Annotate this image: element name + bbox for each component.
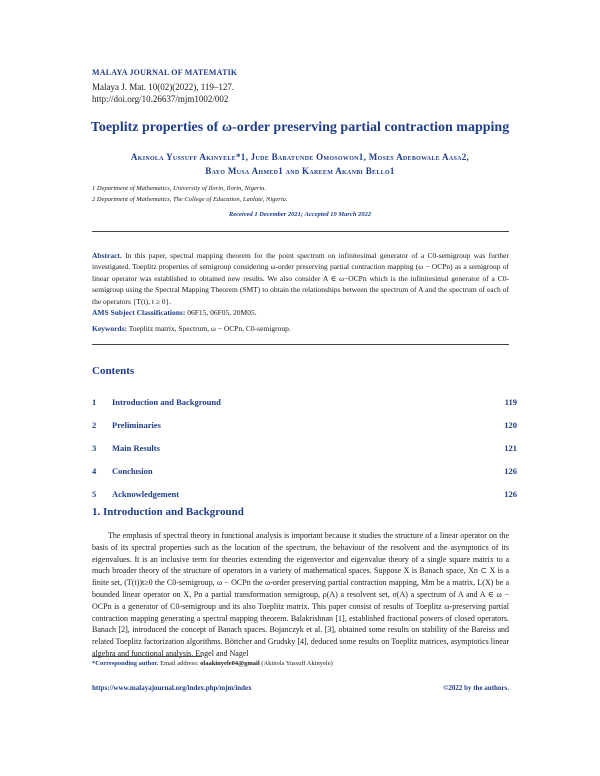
toc-label: Main Results xyxy=(112,442,160,453)
toc-number: 4 xyxy=(92,465,97,476)
toc-page: 120 xyxy=(504,419,517,430)
email-address[interactable]: olaakinyele04@gmail xyxy=(200,660,260,667)
author-list xyxy=(70,150,530,178)
toc-item[interactable] xyxy=(92,459,517,482)
table-of-contents xyxy=(92,390,517,505)
toc-page: 126 xyxy=(504,488,517,499)
divider-bottom xyxy=(92,344,509,345)
contents-heading: Contents xyxy=(92,365,135,377)
toc-number: 2 xyxy=(92,419,97,430)
journal-citation: Malaya J. Mat. 10(02)(2022), 119–127. xyxy=(92,82,235,92)
doi-link[interactable]: http://doi.org/10.26637/mjm1002/002 xyxy=(92,94,229,104)
author-line-2: Bayo Musa Ahmed1 and Kareem Akanbi Bello1 xyxy=(205,166,395,176)
toc-item[interactable] xyxy=(92,413,517,436)
toc-number: 1 xyxy=(92,396,97,407)
affiliation-2: 2 Department of Mathematics, The College of Education, Lanlate, Nigeria. xyxy=(92,196,288,203)
footnote-divider xyxy=(92,656,202,657)
keywords xyxy=(92,324,291,333)
toc-number: 3 xyxy=(92,442,97,453)
toc-page: 126 xyxy=(504,465,517,476)
intro-paragraph: The emphasis of spectral theory in functional analysis is important because it studies the structure of a linear operator on the basis of its spectral properties such as the location of the spectrum, the behaviour of the resolvent and the asymptotics of its eigenvalues. It is an inclusive term for theories extending the eigenvector and eigenvalue theory of a single square matrix to a much broader theory of the structure of operators in a variety of mathematical spaces. Suppose X is Banach space, Xn ⊂ X is a finite set, (T(t))t≥0 the C0-semigroup, ω − OCPn the ω-order preserving partial contraction mapping, Mm be a matrix, L(X) be a bounded linear operator on X, Pn a partial transformation semigroup, ρ(A) a resolvent set, σ(A) a spectrum of A and A ∈ ω − OCPn is a generator of C0-semigroup and its also Toeplitz matrix. This paper consist of results of Toeplitz ω-preserving partial contraction mapping generating a spectral mapping theorem. Balakrishnan [1], established fractional powers of closed operators. Banach [2], introduced the concept of Banach spaces. Bojanczyk et al. [3], obtained some results on stability of the Bareiss and related Toeplitz factorization algorithms. Böttcher and Grudsky [4], deduced some results on Toeplitz matrices, asymptotics linear algebra and functional analysis. Engel and Nagel xyxy=(92,531,509,658)
toc-label: Acknowledgement xyxy=(112,488,180,499)
toc-item[interactable] xyxy=(92,436,517,459)
ams-codes: 06F15, 06F05, 20M05. xyxy=(187,308,257,317)
footnote-name: (Akinola Yussuff Akinyele) xyxy=(261,660,333,667)
received-accepted-dates: Received 1 December 2021; Accepted 19 March 2022 xyxy=(228,211,372,218)
abstract xyxy=(92,250,509,307)
affiliation-1: 1 Department of Mathematics, University of Ilorin, Ilorin, Nigeria. xyxy=(92,185,267,192)
toc-number: 5 xyxy=(92,488,97,499)
journal-name: MALAYA JOURNAL OF MATEMATIK xyxy=(92,68,238,77)
ams-label: AMS Subject Classifications: xyxy=(92,308,186,317)
paper-title: Toeplitz properties of ω-order preserving partial contraction mapping xyxy=(90,120,510,135)
toc-label: Introduction and Background xyxy=(112,396,221,407)
abstract-text: In this paper, spectral mapping theorem for the point spectrum on infinitesimal generator of a C0-semigroup was further investigated. Toeplitz properties of semigroup considering ω-order preserving partial contraction mapping (ω − OCPn) as a semigroup of linear operator was established to obtained new results. We also consider A ∈ ω−OCPn which is the infinitesimal generator of a C0-semigroup using the Spectral Mapping Theorem (SMT) to obtain the relationships between the spectrum of A and the spectrum of each of the operators {T(t), t ≥ 0}. xyxy=(92,251,509,306)
toc-item[interactable] xyxy=(92,482,517,505)
corresponding-author-footnote xyxy=(92,660,333,667)
section-heading: 1. Introduction and Background xyxy=(92,506,244,518)
toc-page: 119 xyxy=(504,396,517,407)
copyright-notice: ©2022 by the authors. xyxy=(443,684,509,692)
keywords-label: Keywords: xyxy=(92,324,127,333)
author-line-1: Akinola Yussuff Akinyele*1, Jude Babatunde Omosowon1, Moses Adebowale Aasa2, xyxy=(130,152,470,162)
divider-top xyxy=(92,231,509,232)
footnote-label: *Corresponding author. xyxy=(92,660,159,667)
ams-classification xyxy=(92,308,257,317)
keywords-text: Toeplitz matrix, Spectrum, ω − OCPn, C0-semigroup. xyxy=(128,324,291,333)
abstract-label: Abstract. xyxy=(92,251,122,260)
toc-item[interactable] xyxy=(92,390,517,413)
toc-label: Conclusion xyxy=(112,465,153,476)
journal-url-link[interactable]: https://www.malayajournal.org/index.php/mjm/index xyxy=(92,684,252,692)
toc-label: Preliminaries xyxy=(112,419,161,430)
email-label: Email address: xyxy=(160,660,199,667)
toc-page: 121 xyxy=(504,442,517,453)
